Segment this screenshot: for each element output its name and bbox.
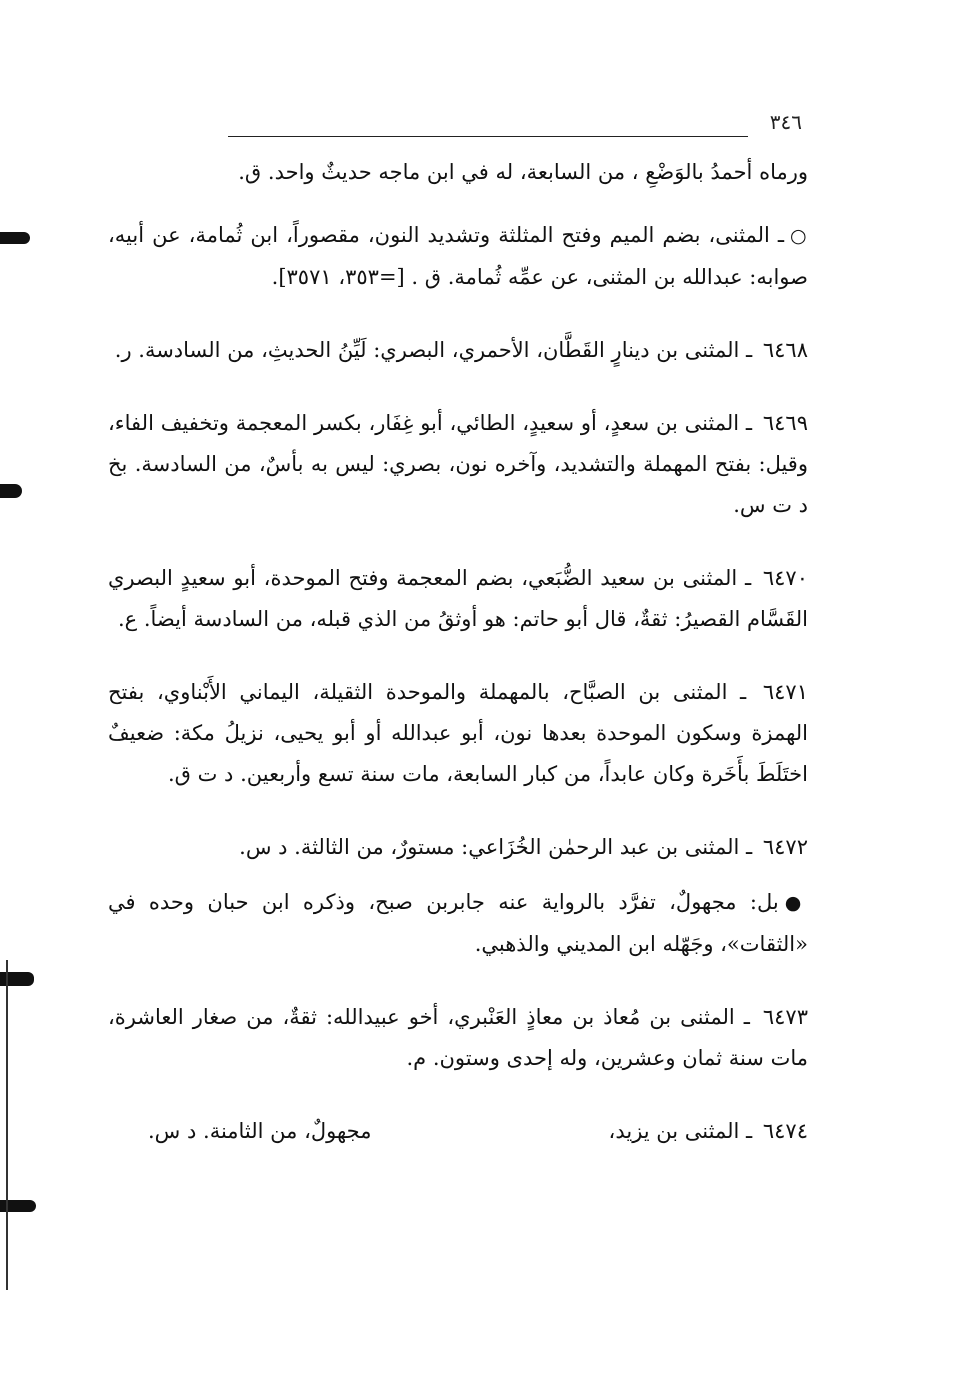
entry-text: ـ المثنى، بضم الميم وفتح المثلثة وتشديد النون، مقصوراً، ابن ثُمامة، عن أبيه، صوابه: عبدالله بن المثنى، عن عمِّه ثُمامة. ق . [=٣٥٣، ٣٥٧١].	[108, 223, 808, 289]
entry-6472	[108, 827, 808, 868]
entry-name: ـ المثنى بن يزيد،	[608, 1119, 753, 1143]
entry-6469	[108, 403, 808, 526]
circle-marker-icon: ○	[790, 225, 808, 247]
entry-text: ـ المثنى بن عبد الرحمٰن الخُزَاعي: مستورٌ، من الثالثة. د س.	[239, 835, 753, 859]
entry-text: ـ المثنى بن دينارٍ القَطَّان، الأحمري، البصري: لَيِّنُ الحديثِ، من السادسة. ر.	[114, 338, 753, 362]
entry-text: ورماه أحمدُ بالوَضْعِ ، من السابعة، له في ابن ماجه حديثٌ واحد. ق.	[238, 160, 808, 184]
entry-number: ٦٤٧٠	[762, 566, 808, 590]
entry-text: ـ المثنى بن سعيد الضُّبَعي، بضم المعجمة وفتح الموحدة، أبو سعيدٍ البصري القَسَّام القصيرُ: ثقةٌ، قال أبو حاتم: هو أوثقُ من الذي قبله، من السادسة أيضاً. ع.	[108, 566, 808, 631]
entry-6471	[108, 672, 808, 795]
entry-6473	[108, 997, 808, 1079]
page-body	[108, 152, 808, 1152]
entry-text: بل: مجهولٌ، تفرَّد بالرواية عنه جابربن صبح، وذكره ابن حبان وحده في «الثقات»، وجَهّله ابن المديني والذهبي.	[108, 890, 808, 956]
entry-text: ـ المثنى بن سعدٍ، أو سعيدٍ، الطائي، أبو غِفَار، بكسر المعجمة وتخفيف الفاء، وقيل: بفتح المهملة والتشديد، وآخره نون، بصري: ليس به بأسٌ، من السادسة. بخ د ت س.	[108, 411, 808, 517]
entry-circle	[108, 215, 808, 298]
entry-text: ـ المثنى بن الصبَّاح، بالمهملة والموحدة الثقيلة، اليماني الأَبْناوي، بفتح الهمزة وسكون الموحدة بعدها نون، أبو عبدالله أو أبو يحيى، نزيلُ مكة: ضعيفٌ اختَلَطَ بأَخَرة وكان عابداً، من كبار السابعة، مات سنة تسع وأربعين. د ت ق.	[108, 680, 808, 786]
page-number: ٣٤٦	[769, 110, 802, 134]
header-rule	[228, 136, 748, 137]
entry-6468	[108, 330, 808, 371]
entry-text-left: مجهولٌ، من الثامنة. د س.	[148, 1119, 372, 1143]
entry-number: ٦٤٦٩	[762, 411, 808, 435]
entry-number: ٦٤٧٣	[762, 1005, 808, 1029]
entry-number: ٦٤٦٨	[762, 338, 808, 362]
entry-dot-note	[108, 882, 808, 965]
scan-edge-mark	[0, 232, 30, 244]
entry-number: ٦٤٧٢	[762, 835, 808, 859]
entry-number: ٦٤٧١	[762, 680, 808, 704]
entry-continuation	[108, 152, 808, 193]
bullet-dot-icon: ●	[784, 892, 808, 914]
entry-number: ٦٤٧٤	[762, 1119, 808, 1143]
entry-text-right	[609, 1111, 808, 1152]
entry-6474	[108, 1111, 808, 1152]
scan-edge-line	[6, 960, 8, 1290]
scan-edge-mark	[0, 484, 22, 498]
entry-text: ـ المثنى بن مُعاذ بن معاذٍ العَنْبري، أخو عبيدالله: ثقةٌ، من صغار العاشرة، مات سنة ثمان وعشرين، وله إحدى وستون. م.	[108, 1005, 808, 1070]
entry-6470	[108, 558, 808, 640]
